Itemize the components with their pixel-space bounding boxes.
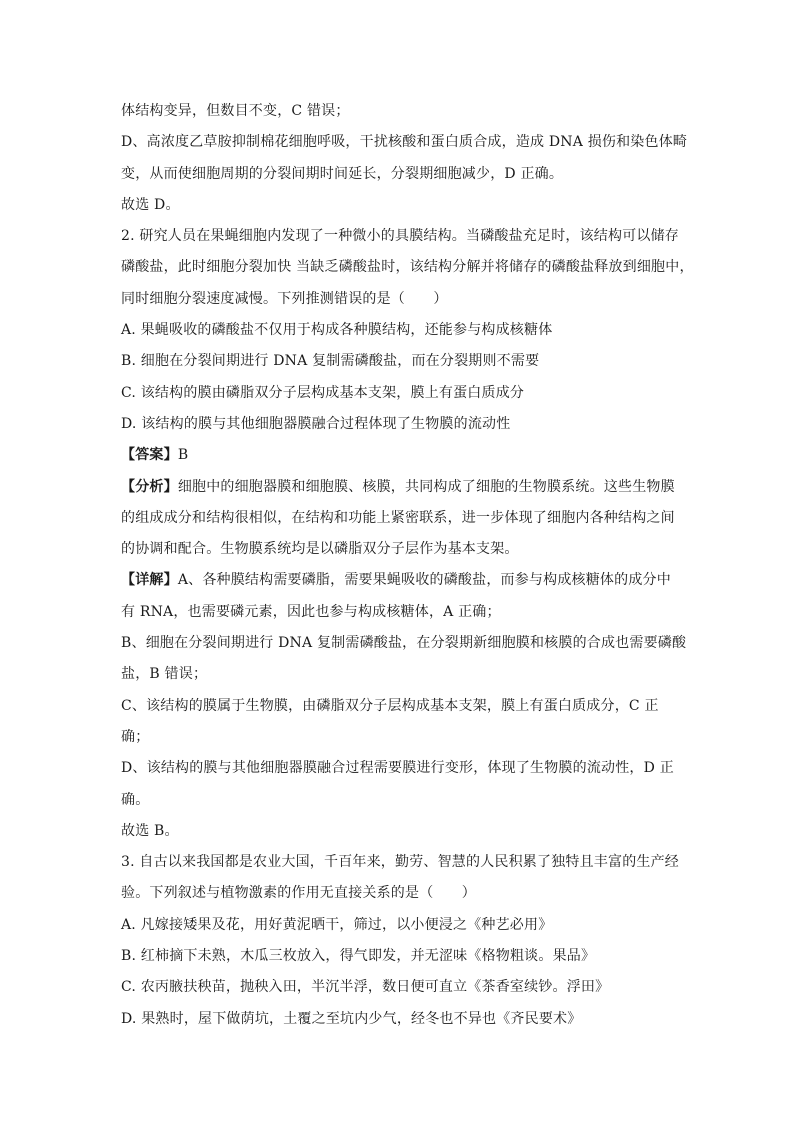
option-b: B. 红柿摘下未熟，木瓜三枚放入，得气即发，并无涩味《格物粗谈。果品》 <box>121 948 596 965</box>
analysis-line: 的协调和配合。生物膜系统均是以磷脂双分子层作为基本支架。 <box>121 541 519 558</box>
question-stem-line: 3. 自古以来我国都是农业大国，千百年来，勤劳、智慧的人民积累了独特且丰富的生产经 <box>121 854 680 871</box>
option-d: D. 该结构的膜与其他细胞器膜融合过程体现了生物膜的流动性 <box>121 415 511 432</box>
detail-line: B、细胞在分裂间期进行 DNA 复制需磷酸盐，在分裂期新细胞膜和核膜的合成也需要磷酸 <box>121 635 687 652</box>
detail-line: 故选 B。 <box>121 822 179 839</box>
question-stem-line: 2. 研究人员在果蝇细胞内发现了一种微小的具膜结构。当磷酸盐充足时，该结构可以储存 <box>121 228 680 245</box>
answer-tag: 【答案】 <box>121 447 178 464</box>
answer-value: B <box>177 447 189 464</box>
prev-question-tail <box>121 96 688 221</box>
question-stem-line: 同时细胞分裂速度减慢。下列推测错误的是（ ） <box>121 290 448 307</box>
text-line: 故选 D。 <box>121 196 180 213</box>
option-c: C. 农丙腋扶秧苗，抛秧入田，半沉半浮，数日便可直立《茶香室续钞。浮田》 <box>121 979 610 996</box>
question-2 <box>121 221 694 847</box>
text-line: 体结构变异，但数目不变，C 错误； <box>121 103 350 119</box>
analysis-text: 细胞中的细胞器膜和细胞膜、核膜，共同构成了细胞的生物膜系统。这些生物膜 <box>177 478 675 495</box>
detail-line: 有 RNA，也需要磷元素，因此也参与构成核糖体，A 正确； <box>121 603 501 620</box>
analysis-line <box>121 472 681 503</box>
detail-line: C、该结构的膜属于生物膜，由磷脂双分子层构成基本支架，膜上有蛋白质成分，C 正 <box>121 697 659 714</box>
option-a: A. 凡嫁接矮果及花，用好黄泥晒干，筛过，以小便浸之《种艺必用》 <box>121 916 553 933</box>
detail-line: 确； <box>121 728 150 745</box>
question-3 <box>121 847 681 1035</box>
detail-line <box>121 565 681 596</box>
text-line: D、高浓度乙草胺抑制棉花细胞呼吸，干扰核酸和蛋白质合成，造成 DNA 损伤和染色体畸 <box>121 134 688 151</box>
document-page <box>121 96 694 1035</box>
detail-line: D、该结构的膜与其他细胞器膜融合过程需要膜进行变形，体现了生物膜的流动性，D 正 <box>121 760 674 777</box>
option-b: B. 细胞在分裂间期进行 DNA 复制需磷酸盐，而在分裂期则不需要 <box>121 353 540 370</box>
option-d: D. 果熟时，屋下做荫坑，土覆之至坑内少气，经冬也不异也《齐民要术》 <box>121 1010 582 1027</box>
option-c: C. 该结构的膜由磷脂双分子层构成基本支架，膜上有蛋白质成分 <box>121 384 525 401</box>
question-stem-line: 验。下列叙述与植物激素的作用无直接关系的是（ ） <box>121 885 476 902</box>
question-stem-line: 磷酸盐，此时细胞分裂加快 当缺乏磷酸盐时，该结构分解并将储存的磷酸盐释放到细胞中， <box>121 259 694 276</box>
option-a: A. 果蝇吸收的磷酸盐不仅用于构成各种膜结构，还能参与构成核糖体 <box>121 322 553 339</box>
detail-line: 盐，B 错误； <box>121 666 208 683</box>
detail-line: 确。 <box>121 791 150 808</box>
detail-tag: 【详解】 <box>121 572 178 589</box>
detail-text: A、各种膜结构需要磷脂，需要果蝇吸收的磷酸盐，而参与构成核糖体的成分中 <box>177 572 671 589</box>
analysis-line: 的组成成分和结构很相似，在结构和功能上紧密联系，进一步体现了细胞内各种结构之间 <box>121 509 675 526</box>
text-line: 变，从而使细胞周期的分裂间期时间延长，分裂期细胞减少，D 正确。 <box>121 165 564 182</box>
answer-line <box>121 440 681 471</box>
analysis-tag: 【分析】 <box>121 478 178 495</box>
